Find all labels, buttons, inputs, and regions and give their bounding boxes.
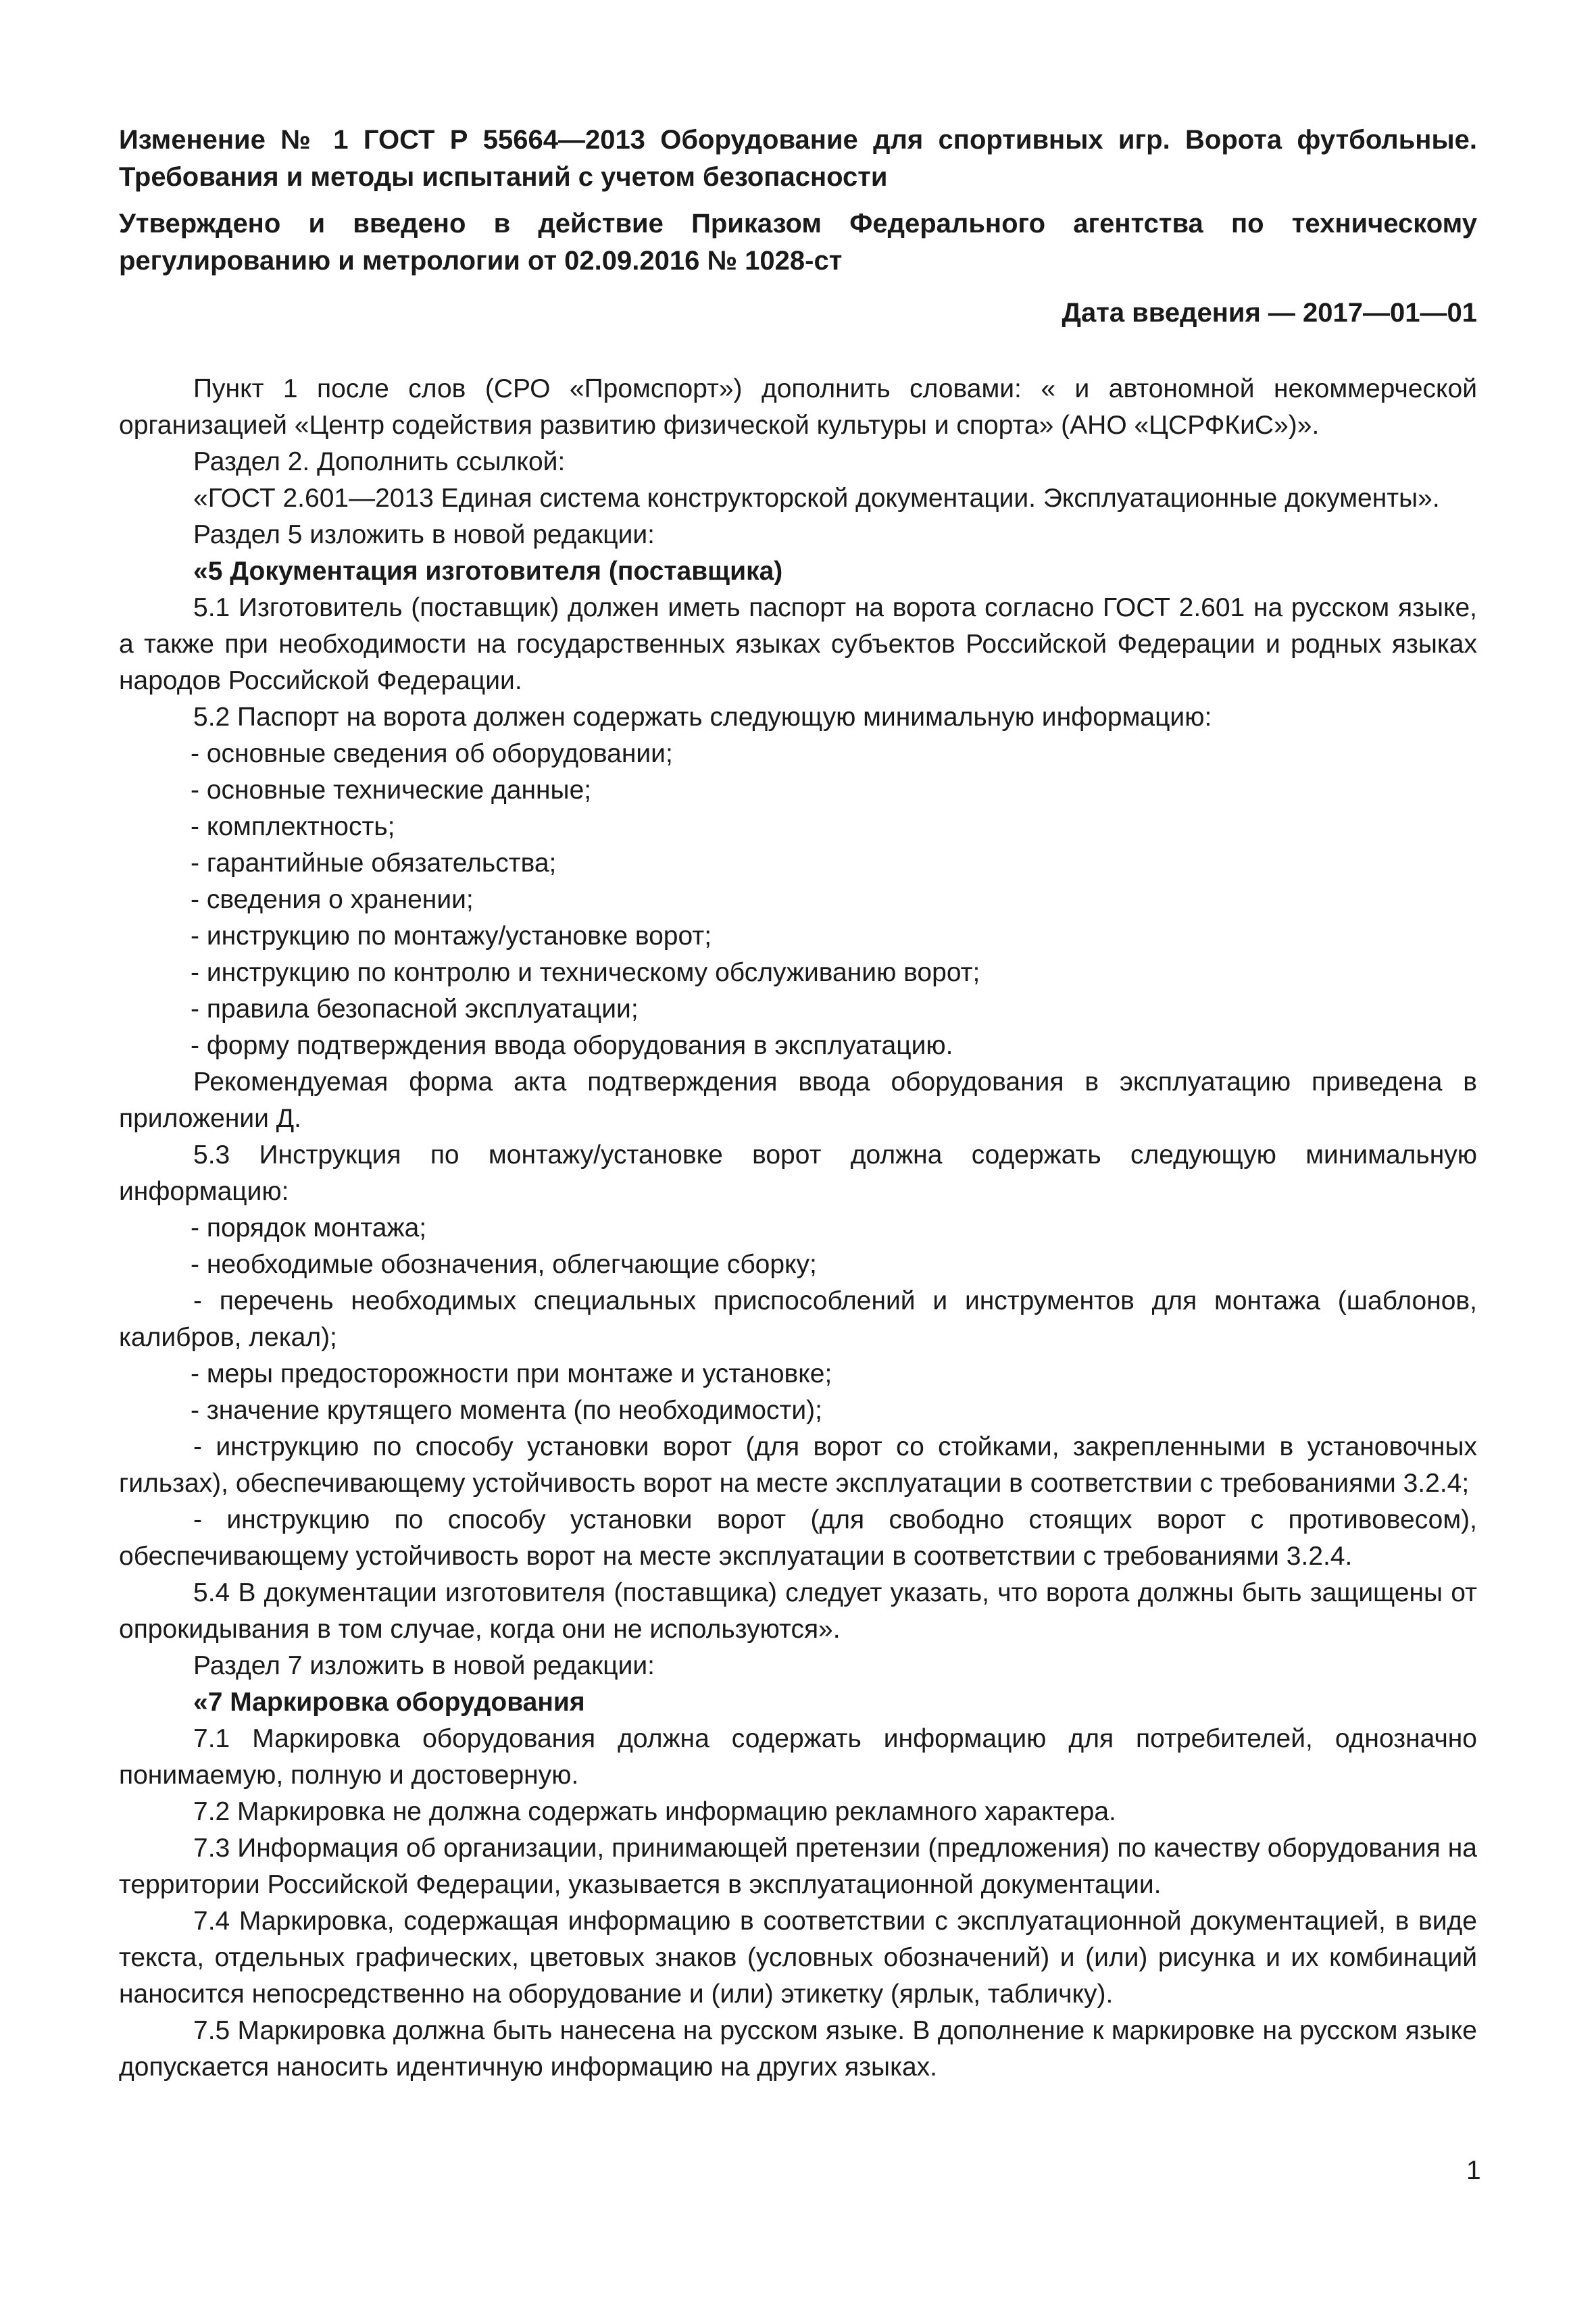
paragraph-7-4: 7.4 Маркировка, содержащая информацию в соответствии с эксплуатационной документацией, в виде текста, отдельных графических, цветовых знаков (условных обозначений) и (или) рисунка и их комбинаций наносится непосредственно на оборудование и (или) этикетку (ярлык, табличку). [119,1907,1477,2009]
section-5-heading: «5 Документация изготовителя (поставщика) [193,557,783,586]
document-title: Изменение № 1 ГОСТ Р 55664—2013 Оборудование для спортивных игр. Ворота футбольные. Требования и методы испытаний с учетом безопасности [119,125,1477,192]
page-number: 1 [1466,2156,1481,2185]
list-item: - значение крутящего момента (по необходимости); [191,1396,822,1425]
list-item: - сведения о хранении; [191,885,474,914]
paragraph-section-2: Раздел 2. Дополнить ссылкой: [193,447,566,476]
list-item: - гарантийные обязательства; [191,849,557,878]
paragraph-5-2: 5.2 Паспорт на ворота должен содержать следующую минимальную информацию: [193,703,1212,732]
list-item: - инструкцию по монтажу/установке ворот; [191,922,712,951]
list-item: - правила безопасной эксплуатации; [191,995,639,1024]
paragraph-section-7: Раздел 7 изложить в новой редакции: [193,1651,655,1680]
section-7-heading: «7 Маркировка оборудования [193,1688,585,1717]
list-item: - инструкцию по способу установки ворот (для ворот со стойками, закрепленными в установочных гильзах), обеспечивающему устойчивость ворот на месте эксплуатации в соответствии с требованиями 3.2.4; [119,1432,1477,1498]
introduction-date: Дата введения — 2017—01—01 [1062,298,1477,328]
paragraph-item-1: Пункт 1 после слов (СРО «Промспорт») дополнить словами: « и автономной некоммерческой организацией «Центр содействия развитию физической культуры и спорта» (АНО «ЦСРФКиС»)». [119,374,1477,440]
paragraph-7-5: 7.5 Маркировка должна быть нанесена на русском языке. В дополнение к маркировке на русском языке допускается наносить идентичную информацию на других языках. [119,2016,1477,2082]
list-item: - инструкцию по способу установки ворот (для свободно стоящих ворот с противовесом), обеспечивающему устойчивость ворот на месте эксплуатации в соответствии с требованиями 3.2.4. [119,1505,1477,1571]
list-item: - необходимые обозначения, облегчающие сборку; [191,1250,817,1279]
document-body [119,371,1477,2086]
list-item: - порядок монтажа; [191,1213,427,1242]
list-item: - меры предосторожности при монтаже и установке; [191,1359,832,1388]
document-page [119,122,1477,2086]
paragraph-reference: «ГОСТ 2.601—2013 Единая система конструкторской документации. Эксплуатационные документы». [193,484,1440,513]
list-item: - перечень необходимых специальных приспособлений и инструментов для монтажа (шаблонов, калибров, лекал); [119,1286,1477,1352]
list-item: - инструкцию по контролю и техническому обслуживанию ворот; [191,958,980,987]
paragraph-5-1: 5.1 Изготовитель (поставщик) должен иметь паспорт на ворота согласно ГОСТ 2.601 на русском языке, а также при необходимости на государственных языках субъектов Российской Федерации и родных языках народов Российской Федерации. [119,593,1477,695]
paragraph-5-4: 5.4 В документации изготовителя (поставщика) следует указать, что ворота должны быть защищены от опрокидывания в том случае, когда они не используются». [119,1578,1477,1644]
list-item: - основные сведения об оборудовании; [191,739,673,768]
paragraph-7-2: 7.2 Маркировка не должна содержать информацию рекламного характера. [193,1797,1116,1826]
paragraph-section-5: Раздел 5 изложить в новой редакции: [193,520,655,549]
approval-statement: Утверждено и введено в действие Приказом Федерального агентства по техническому регулированию и метрологии от 02.09.2016 № 1028-ст [119,209,1477,276]
paragraph-5-3: 5.3 Инструкция по монтажу/установке ворот должна содержать следующую минимальную информацию: [119,1140,1477,1206]
list-item: - комплектность; [191,812,395,841]
paragraph-recommended-form: Рекомендуемая форма акта подтверждения ввода оборудования в эксплуатацию приведена в приложении Д. [119,1067,1477,1133]
list-item: - основные технические данные; [191,776,592,805]
paragraph-7-1: 7.1 Маркировка оборудования должна содержать информацию для потребителей, однозначно понимаемую, полную и достоверную. [119,1724,1477,1790]
paragraph-7-3: 7.3 Информация об организации, принимающей претензии (предложения) по качеству оборудования на территории Российской Федерации, указывается в эксплуатационной документации. [119,1834,1477,1899]
list-item: - форму подтверждения ввода оборудования в эксплуатацию. [191,1031,953,1060]
